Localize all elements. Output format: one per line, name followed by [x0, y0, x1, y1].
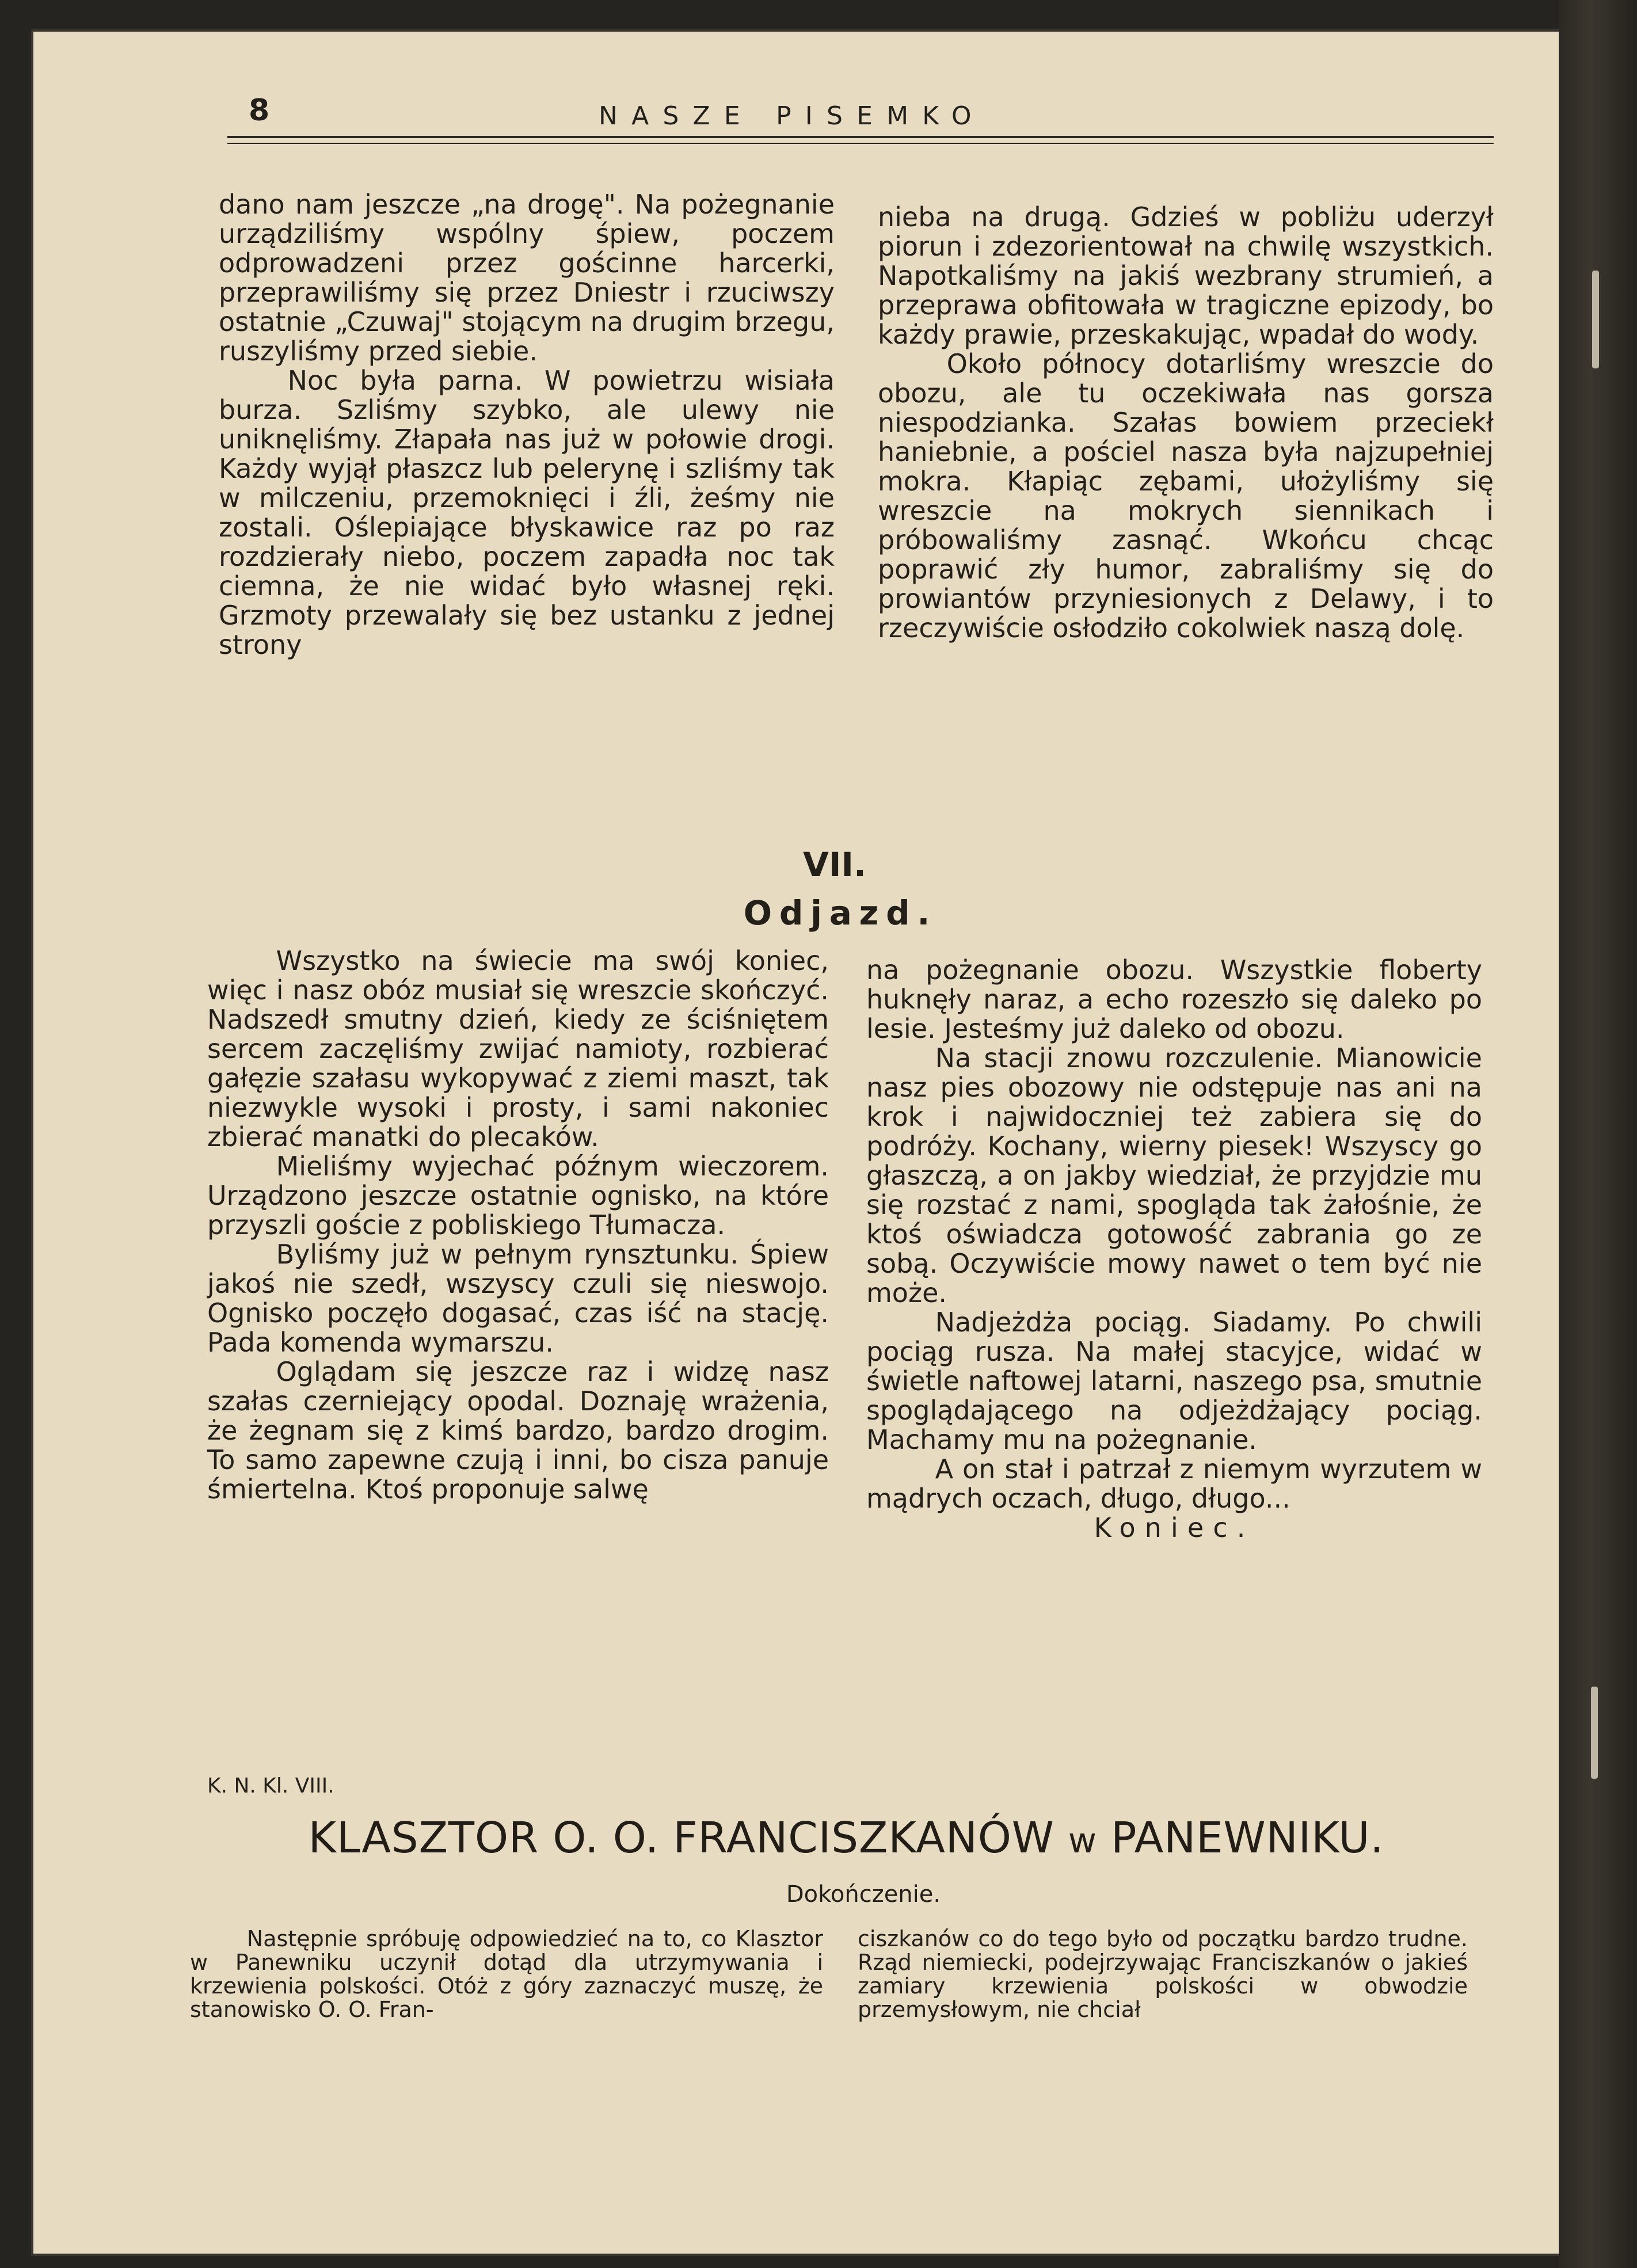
- section-right-column: [866, 956, 1482, 1543]
- author-signature: K. N. Kl. VIII.: [207, 1774, 334, 1798]
- paragraph: Byliśmy już w pełnym rynsztunku. Śpiew jakoś nie szedł, wszyscy czuli się nieswojo. Ognisko poczęło dogasać, czas iść na stację. Pada komenda wymarszu.: [207, 1239, 829, 1358]
- paragraph: Następnie spróbuję odpowiedzieć na to, co Klasztor w Panewniku uczynił dotąd dla utrzymywania i krzewienia polskości. Otóż z góry zaznaczyć muszę, że stanowisko O. O. Fran-: [190, 1926, 823, 2022]
- top-left-column: [219, 190, 835, 660]
- paragraph: Nadjeżdża pociąg. Siadamy. Po chwili pociąg rusza. Na małej stacyjce, widać w świetle naftowej latarni, naszego psa, smutnie spoglądającego na odjeżdżający pociąg. Machamy mu na pożegnanie.: [866, 1307, 1482, 1455]
- article-right-column: [858, 1927, 1468, 2022]
- paragraph: ciszkanów co do tego było od początku bardzo trudne. Rząd niemiecki, podejrzywając Franciszkanów o jakieś zamiary krzewienia polskości w obwodzie przemysłowym, nie chciał: [858, 1926, 1468, 2022]
- paragraph: Około północy dotarliśmy wreszcie do obozu, ale tu oczekiwała nas gorsza niespodzianka. Szałas bowiem przeciekł haniebnie, a pościel nasza była najzupełniej mokra. Kłapiąc zębami, ułożyliśmy się wreszcie na mokrych siennikach i próbowaliśmy zasnąć. Wkońcu chcąc poprawić zły humor, zabraliśmy się do prowiantów przyniesionych z Delawy, i to rzeczywiście osłodziło cokolwiek naszą dolę.: [878, 348, 1494, 644]
- paragraph: Noc była parna. W powietrzu wisiała burza. Szliśmy szybko, ale ulewy nie uniknęliśmy. Złapała nas już w połowie drogi. Każdy wyjął płaszcz lub pelerynę i szliśmy tak w milczeniu, przemoknięci i źli, żeśmy nie zostali. Oślepiające błyskawice raz po raz rozdzierały niebo, poczem zapadła noc tak ciemna, że nie widać było własnej ręki. Grzmoty przewalały się bez ustanku z jednej strony: [219, 365, 835, 660]
- top-right-column: [878, 203, 1494, 643]
- article-title-part1: KLASZTOR O. O. FRANCISZKANÓW: [308, 1813, 1054, 1863]
- paragraph: nieba na drugą. Gdzieś w pobliżu uderzył piorun i zdezorientował na chwilę wszystkich. Napotkaliśmy na jakiś wezbrany strumień, a przeprawa obfitowała w tragiczne epizody, bo każdy prawie, przeskakując, wpadał do wody.: [878, 201, 1494, 350]
- header-rule-bottom: [227, 143, 1494, 144]
- page-number: 8: [249, 93, 270, 128]
- article-left-column: [190, 1927, 823, 2022]
- paragraph: Mieliśmy wyjechać późnym wieczorem. Urządzono jeszcze ostatnie ognisko, na które przyszli goście z pobliskiego Tłumacza.: [207, 1151, 829, 1240]
- article-title-w: w: [1068, 1821, 1097, 1861]
- binding-clip-mark: [1592, 271, 1599, 368]
- header-rule-top: [227, 136, 1494, 138]
- paragraph: dano nam jeszcze „na drogę". Na pożegnanie urządziliśmy wspólny śpiew, poczem odprowadzeni przez gościnne harcerki, przeprawiliśmy się przez Dniestr i rzuciwszy ostatnie „Czuwaj" stojącym na drugim brzegu, ruszyliśmy przed siebie.: [219, 189, 835, 367]
- running-title: NASZE PISEMKO: [599, 101, 985, 131]
- binding-clip-mark: [1591, 1687, 1598, 1779]
- article-subtitle: Dokończenie.: [786, 1881, 941, 1908]
- paragraph: A on stał i patrzał z niemym wyrzutem w mądrych oczach, długo, długo...: [866, 1453, 1482, 1514]
- paragraph: Na stacji znowu rozczulenie. Mianowicie nasz pies obozowy nie odstępuje nas ani na krok i najwidoczniej też zabiera się do podróży. Kochany, wierny piesek! Wszyscy go głaszczą, a on jakby wiedział, że przyjdzie mu się rozstać z nami, spogląda tak żałośnie, że ktoś oświadcza gotowość zabrania go ze sobą. Oczywiście mowy nawet o tem być nie może.: [866, 1042, 1482, 1308]
- paragraph: Wszystko na świecie ma swój koniec, więc i nasz obóz musiał się wreszcie skończyć. Nadszedł smutny dzień, kiedy ze ściśniętem sercem zaczęliśmy zwijać namioty, rozbierać gałęzie szałasu wykopywać z ziemi maszt, tak niezwykle wysoki i prosty, i sami nakoniec zbierać manatki do plecaków.: [207, 945, 829, 1152]
- article-title-part2: PANEWNIKU.: [1110, 1813, 1384, 1863]
- ending-word: Koniec.: [1094, 1512, 1255, 1543]
- paragraph: na pożegnanie obozu. Wszystkie floberty huknęły naraz, a echo rozeszło się daleko po lesie. Jesteśmy już daleko od obozu.: [866, 954, 1482, 1044]
- article-title: [224, 1813, 1468, 1863]
- section-left-column: [207, 946, 829, 1504]
- paragraph: Oglądam się jeszcze raz i widzę nasz szałas czerniejący opodal. Doznaję wrażenia, że żegnam się z kimś bardzo, bardzo drogim. To samo zapewne czują i inni, bo cisza panuje śmiertelna. Ktoś proponuje salwę: [207, 1356, 829, 1505]
- section-number: VII.: [802, 845, 867, 884]
- section-title: Odjazd.: [743, 893, 938, 933]
